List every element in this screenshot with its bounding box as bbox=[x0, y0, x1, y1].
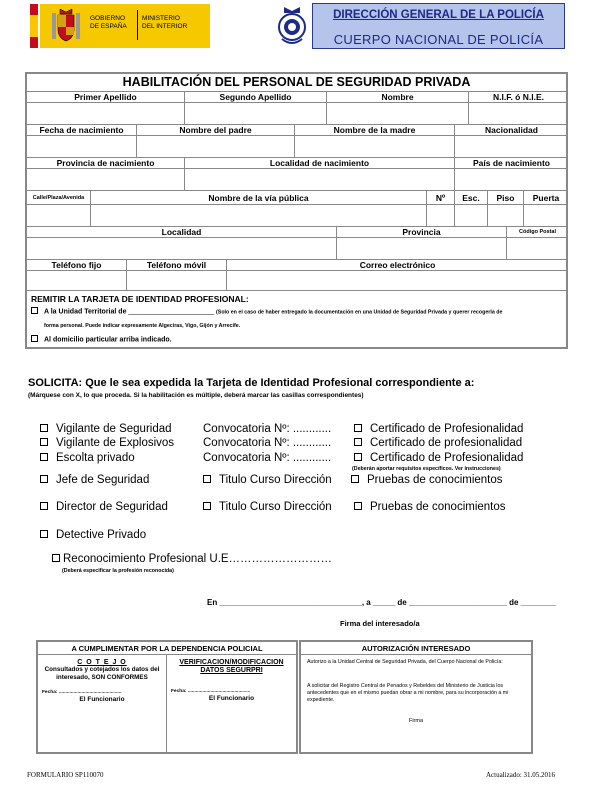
reconocimiento-note: (Deberá especificar la profesión reconocida) bbox=[62, 568, 174, 574]
label-fecha-nacimiento: Fecha de nacimiento bbox=[27, 125, 137, 136]
input-localidad[interactable] bbox=[27, 238, 337, 260]
label-nif: N.I.F. ó N.I.E. bbox=[469, 92, 568, 103]
police-title: DIRECCIÓN GENERAL DE LA POLICÍA bbox=[333, 9, 544, 21]
input-numero[interactable] bbox=[427, 205, 455, 227]
verificacion-section bbox=[167, 655, 296, 752]
coat-of-arms-icon bbox=[50, 7, 82, 43]
label-primer-apellido: Primer Apellido bbox=[27, 92, 185, 103]
input-correo[interactable] bbox=[227, 271, 568, 291]
input-provincia-nacimiento[interactable] bbox=[27, 169, 185, 191]
solicita-title: SOLICITA: Que le sea expedida la Tarjeta de Identidad Profesional correspondiente a: bbox=[28, 377, 475, 389]
option-detective-privado[interactable]: Detective Privado bbox=[40, 529, 146, 541]
checkbox-director-seguridad[interactable] bbox=[40, 502, 48, 510]
personal-data-form bbox=[25, 72, 568, 349]
cotejo-fecha[interactable]: Fecha: ............................................... bbox=[42, 690, 122, 695]
updated-date: Actualizado: 31.05.2016 bbox=[486, 771, 556, 779]
authorization-box bbox=[299, 640, 533, 754]
solicita-subtitle: (Márquese con X, lo que proceda. Si la habilitación es múltiple, deberá marcar las casillas correspondientes) bbox=[28, 392, 364, 399]
checkbox-vigilante-seguridad[interactable] bbox=[40, 424, 48, 432]
label-segundo-apellido: Segundo Apellido bbox=[185, 92, 327, 103]
checkbox-escolta-privado[interactable] bbox=[40, 453, 48, 461]
option-reconocimiento[interactable]: Reconocimiento Profesional U.E……………………… bbox=[52, 553, 332, 565]
label-provincia-nacimiento: Provincia de nacimiento bbox=[27, 158, 185, 169]
input-nombre-padre[interactable] bbox=[137, 136, 295, 158]
checkbox-detective-privado[interactable] bbox=[40, 530, 48, 538]
checkbox-director-pruebas[interactable] bbox=[354, 502, 362, 510]
remit-option-unidad[interactable]: A la Unidad Territorial de ______________________ (Solo en el caso de haber entregado la documentación en una Unidad de Seguridad Privada y querer recogerla de bbox=[31, 308, 502, 315]
authorization-text-2: A solicitar del Registro Central de Penados y Rebeldes del Ministerio de Justicia los antecedentes que en el mismo puedan obrar a mi nombre, para su incorporación a mi expediente. bbox=[307, 683, 509, 703]
label-localidad-nacimiento: Localidad de nacimiento bbox=[185, 158, 455, 169]
option-jefe-seguridad[interactable]: Jefe de Seguridad bbox=[40, 474, 149, 486]
verificacion-funcionario: El Funcionario bbox=[208, 695, 255, 702]
option-vigilante-seguridad[interactable]: Vigilante de Seguridad bbox=[40, 423, 172, 435]
label-nacionalidad: Nacionalidad bbox=[455, 125, 568, 136]
police-badge-icon bbox=[276, 5, 308, 49]
ministry-name: MINISTERIO DEL INTERIOR bbox=[142, 15, 188, 30]
input-segundo-apellido[interactable] bbox=[185, 103, 327, 125]
checkbox-jefe-pruebas[interactable] bbox=[351, 475, 359, 483]
label-calle: Calle/Plaza/Avenida bbox=[27, 191, 91, 205]
input-localidad-nacimiento[interactable] bbox=[185, 169, 455, 191]
police-header bbox=[312, 3, 565, 49]
eu-flag-icon bbox=[30, 4, 38, 48]
label-pais-nacimiento: País de nacimiento bbox=[455, 158, 568, 169]
signature-place-date[interactable]: En ________________________________, a _____ de ______________________ de ________ bbox=[207, 598, 557, 607]
label-provincia: Provincia bbox=[337, 227, 507, 238]
option-director-seguridad[interactable]: Director de Seguridad bbox=[40, 501, 168, 513]
cotejo-section bbox=[38, 655, 167, 752]
authorization-firma: Firma bbox=[408, 718, 424, 724]
convocatoria-2[interactable]: Convocatoria Nº: ............ bbox=[203, 437, 332, 449]
input-escalera[interactable] bbox=[455, 205, 488, 227]
input-primer-apellido[interactable] bbox=[27, 103, 185, 125]
label-nombre-padre: Nombre del padre bbox=[137, 125, 295, 136]
convocatoria-1[interactable]: Convocatoria Nº: ............ bbox=[203, 423, 332, 435]
option-jefe-pruebas[interactable]: Pruebas de conocimientos bbox=[351, 474, 503, 486]
input-codigo-postal[interactable] bbox=[507, 238, 568, 260]
signature-label: Firma del interesado/a bbox=[340, 619, 420, 628]
label-piso: Piso bbox=[488, 191, 524, 205]
option-director-pruebas[interactable]: Pruebas de conocimientos bbox=[354, 501, 506, 513]
option-escolta-privado[interactable]: Escolta privado bbox=[40, 452, 135, 464]
input-provincia[interactable] bbox=[337, 238, 507, 260]
input-telefono-movil[interactable] bbox=[127, 271, 227, 291]
label-telefono-movil: Teléfono móvil bbox=[127, 260, 227, 271]
checkbox-director-titulo[interactable] bbox=[203, 502, 211, 510]
input-nombre-madre[interactable] bbox=[295, 136, 455, 158]
checkbox-reconocimiento[interactable] bbox=[52, 554, 60, 562]
remit-title: REMITIR LA TARJETA DE IDENTIDAD PROFESIONAL: bbox=[31, 294, 249, 304]
checkbox-certificado-2[interactable] bbox=[354, 438, 362, 446]
checkbox-domicilio[interactable] bbox=[31, 335, 38, 342]
input-piso[interactable] bbox=[488, 205, 524, 227]
input-nacionalidad[interactable] bbox=[455, 136, 568, 158]
remit-note: forma personal. Puede indicar expresamente Algeciras, Vigo, Gijón y Arrecife. bbox=[44, 323, 241, 329]
cotejo-title: C O T E J O bbox=[77, 659, 127, 666]
requisitos-note: (Deberán aportar requisitos específicos. Ver instrucciones) bbox=[352, 466, 501, 472]
form-title: HABILITACIÓN DEL PERSONAL DE SEGURIDAD PRIVADA bbox=[27, 74, 566, 92]
police-subtitle: CUERPO NACIONAL DE POLICÍA bbox=[333, 32, 544, 47]
input-pais-nacimiento[interactable] bbox=[455, 169, 568, 191]
label-correo: Correo electrónico bbox=[227, 260, 568, 271]
government-name: GOBIERNO DE ESPAÑA bbox=[90, 15, 127, 30]
label-puerta: Puerta bbox=[524, 191, 568, 205]
checkbox-unidad-territorial[interactable] bbox=[31, 307, 38, 314]
label-escalera: Esc. bbox=[455, 191, 488, 205]
label-telefono-fijo: Teléfono fijo bbox=[27, 260, 127, 271]
input-nombre-via[interactable] bbox=[91, 205, 427, 227]
input-puerta[interactable] bbox=[524, 205, 568, 227]
option-vigilante-explosivos[interactable]: Vigilante de Explosivos bbox=[40, 437, 174, 449]
input-nif[interactable] bbox=[469, 103, 568, 125]
option-certificado-1[interactable]: Certificado de Profesionalidad bbox=[354, 423, 523, 435]
authorization-text-1: Autorizo a la Unidad Central de Seguridad Privada, del Cuerpo Nacional de Policía: bbox=[307, 659, 503, 665]
label-codigo-postal: Código Postal bbox=[507, 227, 568, 238]
input-calle[interactable] bbox=[27, 205, 91, 227]
verificacion-title: VERIFICACION/MODIFICACION DATOS SEGURPRI bbox=[179, 659, 284, 674]
police-use-header: A CUMPLIMENTAR POR LA DEPENDENCIA POLICIAL bbox=[38, 642, 296, 655]
input-telefono-fijo[interactable] bbox=[27, 271, 127, 291]
authorization-header: AUTORIZACIÓN INTERESADO bbox=[301, 642, 531, 655]
checkbox-certificado-1[interactable] bbox=[354, 424, 362, 432]
option-director-titulo[interactable]: Titulo Curso Dirección bbox=[203, 501, 332, 513]
input-fecha-nacimiento[interactable] bbox=[27, 136, 137, 158]
label-numero: Nº bbox=[427, 191, 455, 205]
option-certificado-2[interactable]: Certificado de profesionalidad bbox=[354, 437, 522, 449]
cotejo-text: Consultados y cotejados los datos del interesado, SON CONFORMES bbox=[44, 666, 160, 681]
label-nombre-madre: Nombre de la madre bbox=[295, 125, 455, 136]
checkbox-jefe-titulo[interactable] bbox=[203, 475, 211, 483]
label-nombre-via: Nombre de la vía pública bbox=[91, 191, 427, 205]
option-jefe-titulo[interactable]: Titulo Curso Dirección bbox=[203, 474, 332, 486]
label-nombre: Nombre bbox=[327, 92, 469, 103]
checkbox-vigilante-explosivos[interactable] bbox=[40, 438, 48, 446]
checkbox-certificado-3[interactable] bbox=[354, 453, 362, 461]
convocatoria-3[interactable]: Convocatoria Nº: ............ bbox=[203, 452, 332, 464]
police-use-box bbox=[36, 640, 298, 754]
checkbox-jefe-seguridad[interactable] bbox=[40, 475, 48, 483]
option-certificado-3[interactable]: Certificado de Profesionalidad bbox=[354, 452, 523, 464]
input-nombre[interactable] bbox=[327, 103, 469, 125]
remit-option-domicilio[interactable]: Al domicilio particular arriba indicado. bbox=[31, 336, 172, 343]
label-localidad: Localidad bbox=[27, 227, 337, 238]
cotejo-funcionario: El Funcionario bbox=[79, 696, 125, 703]
verificacion-fecha[interactable]: Fecha: ............................................... bbox=[171, 689, 251, 694]
form-code: FORMULARIO SP110070 bbox=[27, 771, 104, 779]
